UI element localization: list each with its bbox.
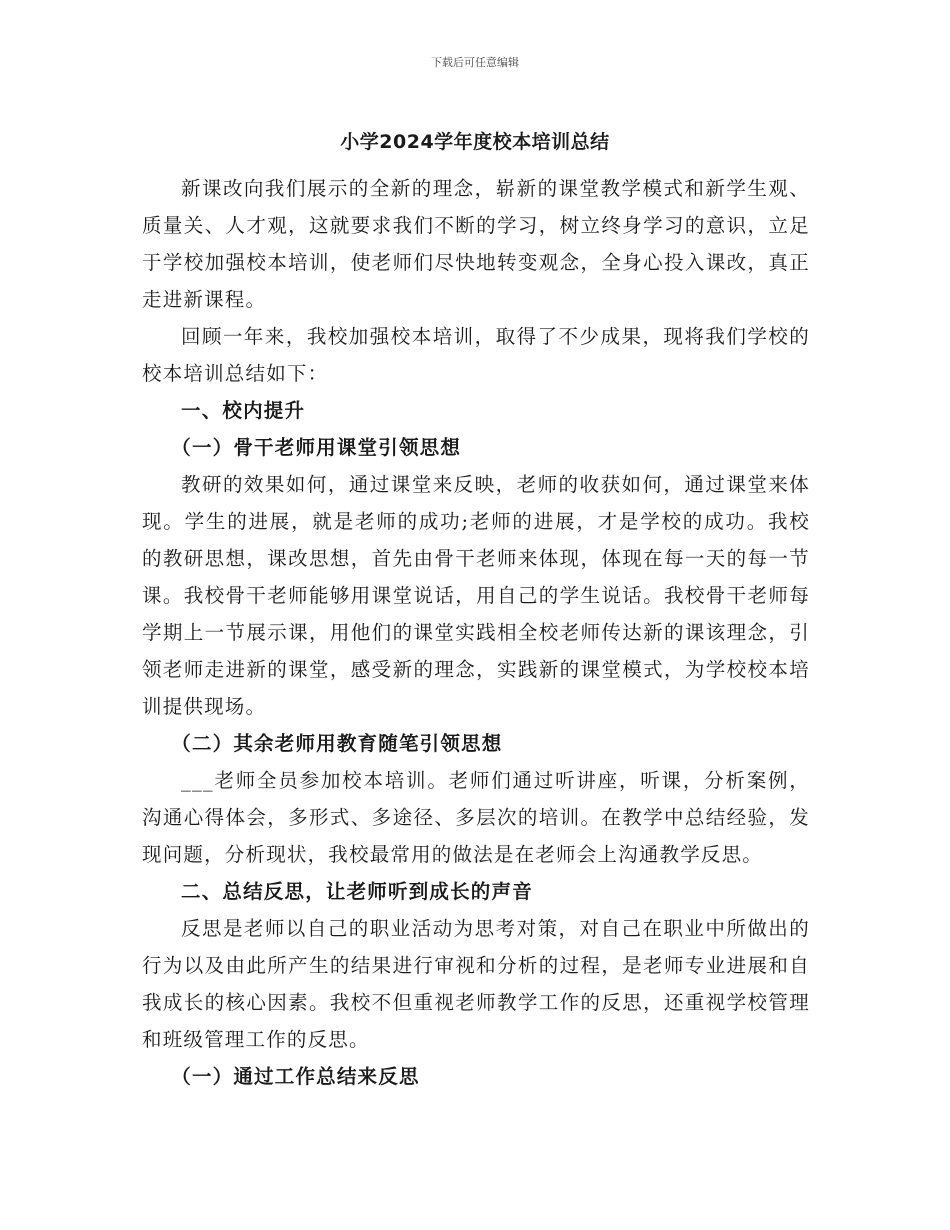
paragraph: 反思是老师以自己的职业活动为思考对策，对自己在职业中所做出的行为以及由此所产生的结果进行审视和分析的过程，是老师专业进展和自我成长的核心因素。我校不但重视老师教学工作的反思，还重视学校管理和班级管理工作的反思。 <box>142 917 810 1051</box>
paragraph: 教研的效果如何，通过课堂来反映，老师的收获如何，通过课堂来体现。学生的进展，就是老师的成功;老师的进展，才是学校的成功。我校的教研思想，课改思想，首先由骨干老师来体现，体现在每一天的每一节课。我校骨干老师能够用课堂说话，用自己的学生说话。我校骨干老师每学期上一节展示课，用他们的课堂实践相全校老师传达新的课该理念，引领老师走进新的课堂，感受新的理念，实践新的课堂模式，为学校校本培训提供现场。 <box>142 473 810 718</box>
paragraph: 新课改向我们展示的全新的理念，崭新的课堂教学模式和新学生观、质量关、人才观，这就要求我们不断的学习，树立终身学习的意识，立足于学校加强校本培训，使老师们尽快地转变观念，全身心投入课改，真正走进新课程。 <box>142 177 810 311</box>
document-title: 小学2024学年度校本培训总结 <box>340 131 610 153</box>
paragraph: 回顾一年来，我校加强校本培训，取得了不少成果，现将我们学校的校本培训总结如下： <box>142 325 810 385</box>
document-body <box>142 170 810 1095</box>
subsection-heading: （二）其余老师用教育随笔引领思想 <box>171 732 503 755</box>
header-note: 下载后可任意编辑 <box>431 56 519 69</box>
section-heading: 二、总结反思，让老师听到成长的声音 <box>181 880 533 903</box>
section-heading: 一、校内提升 <box>181 399 306 422</box>
paragraph: ___老师全员参加校本培训。老师们通过听讲座，听课，分析案例，沟通心得体会，多形式、多途径、多层次的培训。在教学中总结经验，发现问题，分析现状，我校最常用的做法是在老师会上沟通教学反思。 <box>142 769 810 866</box>
subsection-heading: （一）通过工作总结来反思 <box>171 1065 420 1088</box>
subsection-heading: （一）骨干老师用课堂引领思想 <box>171 436 462 459</box>
